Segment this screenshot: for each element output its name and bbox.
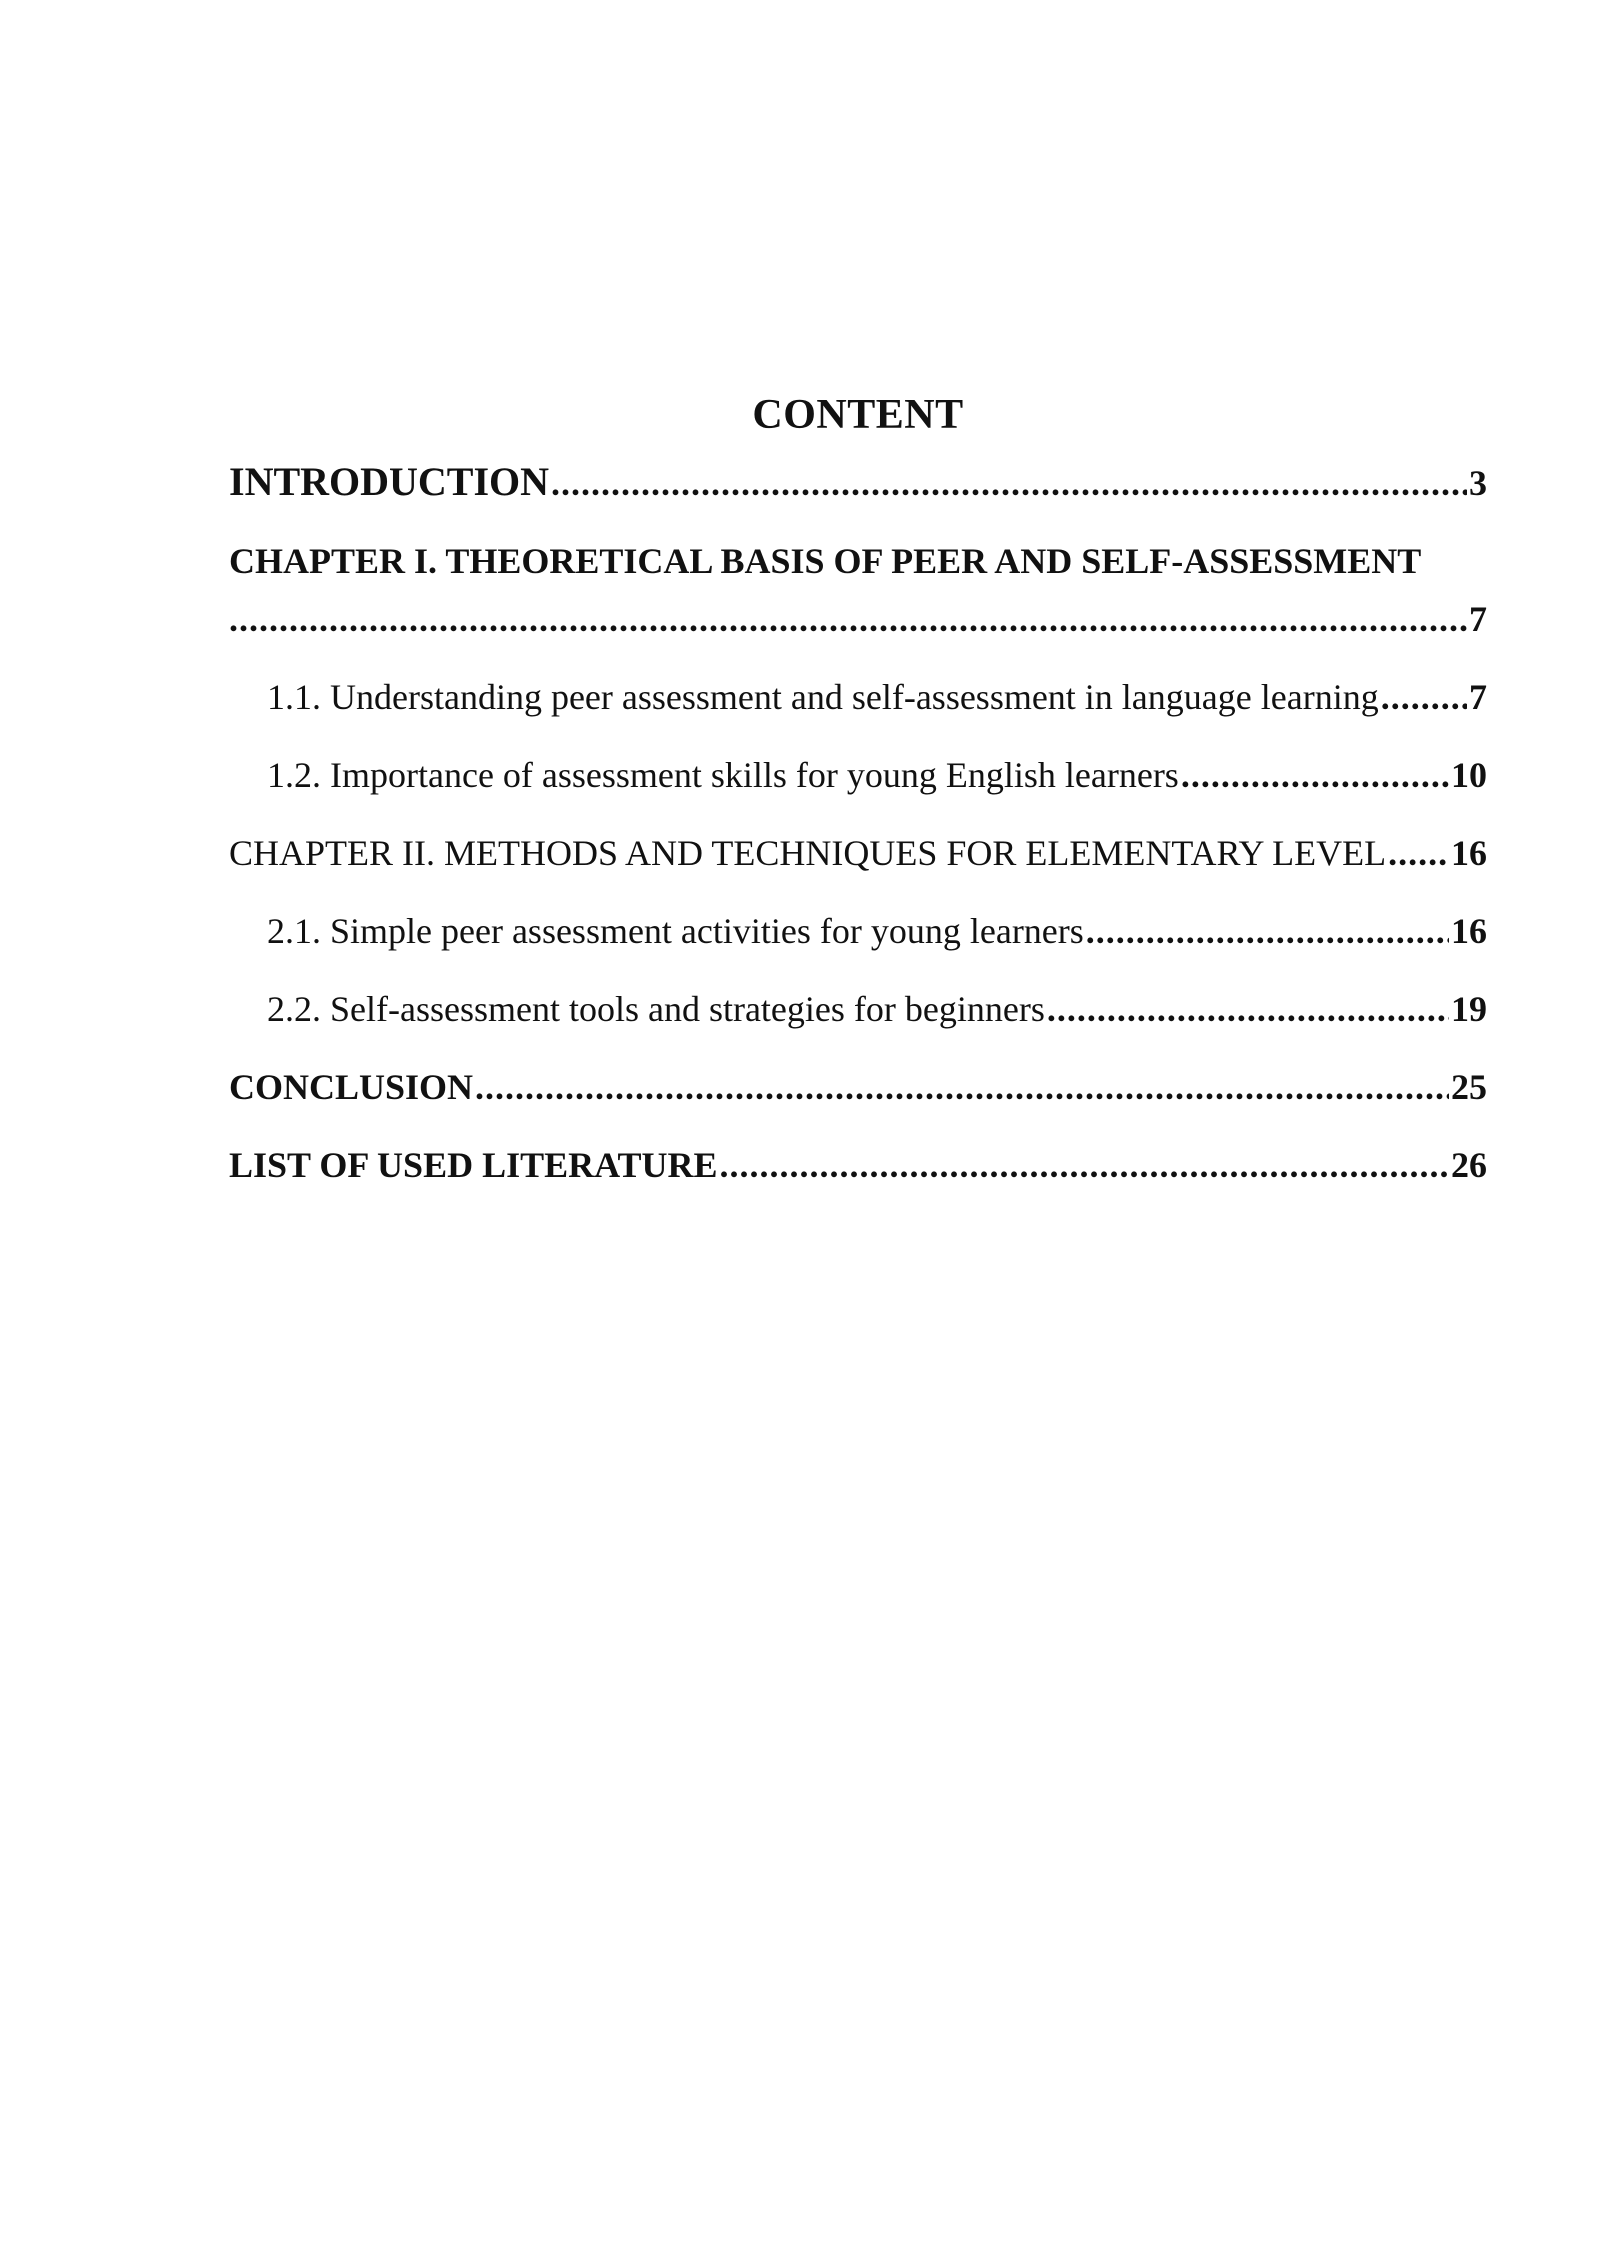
toc-entry-label: 2.2. Self-assessment tools and strategies for beginners xyxy=(267,989,1045,1029)
toc-entry-label: 1.1. Understanding peer assessment and self-assessment in language learning xyxy=(267,677,1379,717)
dot-leader xyxy=(1381,675,1467,719)
toc-entry-leader-line xyxy=(229,597,1487,641)
toc-entry-conclusion xyxy=(229,1065,1487,1109)
table-of-contents xyxy=(229,390,1487,1221)
toc-entry-2-2 xyxy=(229,987,1487,1031)
toc-entry-1-1 xyxy=(229,675,1487,719)
toc-entry-label: INTRODUCTION xyxy=(229,459,550,504)
toc-entry-page: 26 xyxy=(1451,1145,1487,1185)
toc-entry-label: CONCLUSION xyxy=(229,1067,474,1107)
toc-entry-literature xyxy=(229,1143,1487,1187)
toc-entry-page: 7 xyxy=(1469,677,1487,717)
toc-entry-1-2 xyxy=(229,753,1487,797)
dot-leader xyxy=(229,597,1467,641)
toc-entry-label: CHAPTER I. THEORETICAL BASIS OF PEER AND SELF-ASSESSMENT xyxy=(229,541,1422,581)
toc-entry-page: 3 xyxy=(1469,463,1487,503)
toc-entry-page: 19 xyxy=(1451,989,1487,1029)
dot-leader xyxy=(1388,831,1449,875)
dot-leader xyxy=(475,1065,1449,1109)
toc-entry-chapter-1 xyxy=(229,539,1487,641)
toc-entry-label: 2.1. Simple peer assessment activities for young learners xyxy=(267,911,1084,951)
toc-entry-introduction xyxy=(229,460,1487,505)
toc-entry-page: 10 xyxy=(1451,755,1487,795)
page-title: CONTENT xyxy=(752,392,964,438)
toc-entry-chapter-2 xyxy=(229,831,1487,875)
dot-leader xyxy=(551,461,1467,505)
toc-entry-label: LIST OF USED LITERATURE xyxy=(229,1145,718,1185)
toc-entry-page: 25 xyxy=(1451,1067,1487,1107)
toc-entry-page: 16 xyxy=(1451,911,1487,951)
toc-entry-page: 7 xyxy=(1469,599,1487,639)
dot-leader xyxy=(1181,753,1449,797)
toc-entry-label: CHAPTER II. METHODS AND TECHNIQUES FOR ELEMENTARY LEVEL xyxy=(229,833,1387,873)
dot-leader xyxy=(1086,909,1449,953)
dot-leader xyxy=(1047,987,1449,1031)
toc-entry-page: 16 xyxy=(1451,833,1487,873)
toc-entry-label: 1.2. Importance of assessment skills for young English learners xyxy=(267,755,1179,795)
toc-entry-2-1 xyxy=(229,909,1487,953)
dot-leader xyxy=(719,1143,1449,1187)
